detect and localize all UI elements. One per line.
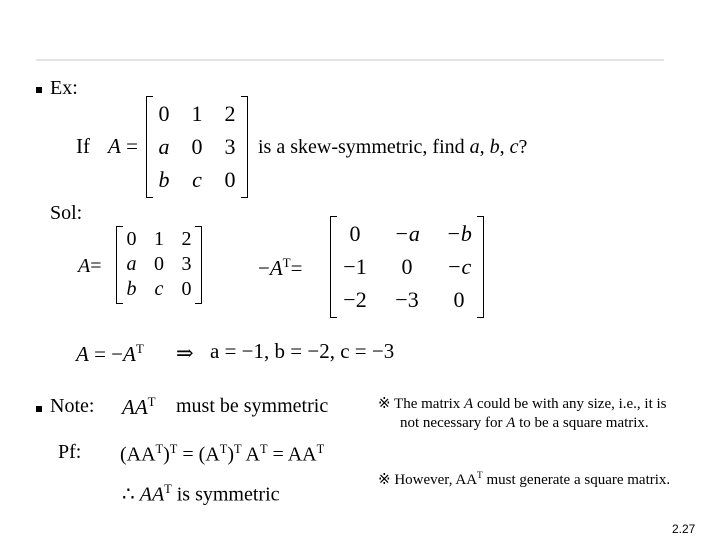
transpose-superscript: T bbox=[147, 394, 156, 409]
therefore-icon: ∴ bbox=[122, 483, 135, 506]
transpose-superscript: T bbox=[316, 442, 325, 456]
matrix-cell: −b bbox=[446, 220, 472, 246]
proof-part: ) bbox=[227, 443, 235, 466]
bullet-icon bbox=[36, 87, 42, 93]
proof-conclusion bbox=[122, 483, 280, 505]
matrix-cell: −a bbox=[394, 220, 420, 246]
sol-matrix-A bbox=[116, 226, 202, 304]
A-symbol: A bbox=[464, 396, 474, 412]
matrix-cell: −3 bbox=[395, 286, 419, 312]
transpose-superscript: T bbox=[135, 341, 144, 356]
sol-result: a = −1, b = −2, c = −3 bbox=[210, 339, 395, 363]
remark-text: However, AA bbox=[390, 472, 478, 488]
A-symbol: A bbox=[76, 342, 89, 366]
proof-part: (AA bbox=[120, 443, 156, 466]
proof-part: = AA bbox=[267, 443, 317, 466]
A-symbol: A bbox=[506, 415, 516, 432]
proof-part: A bbox=[241, 443, 260, 466]
sol-label: Sol: bbox=[50, 202, 83, 224]
note-expr bbox=[122, 395, 156, 418]
implies-icon: ⇒ bbox=[176, 341, 194, 365]
var-c: c bbox=[509, 136, 519, 158]
sol-A-symbol: A bbox=[78, 255, 91, 277]
AT-base: A bbox=[269, 256, 283, 280]
matrix-cell: a bbox=[126, 253, 137, 275]
sol-conclusion bbox=[76, 342, 144, 365]
var-a: a bbox=[469, 136, 480, 158]
matrix-cell: 2 bbox=[224, 100, 236, 126]
sol-matrix-negAT bbox=[330, 216, 484, 318]
matrix-cell: b bbox=[158, 166, 170, 192]
matrix-cell: −1 bbox=[343, 253, 367, 279]
remark-text: to be a square matrix. bbox=[515, 415, 649, 432]
sol-equals: = bbox=[90, 255, 102, 277]
matrix-cell: 1 bbox=[154, 228, 164, 250]
matrix-cell: 0 bbox=[126, 228, 137, 250]
matrix-cell: 3 bbox=[181, 253, 192, 275]
ex-label: Ex: bbox=[50, 77, 78, 99]
transpose-superscript: T bbox=[477, 471, 483, 481]
comma: , bbox=[479, 136, 490, 158]
question-text: is a skew-symmetric, find bbox=[258, 136, 470, 158]
ex-A-symbol: A bbox=[108, 134, 121, 158]
var-b: b bbox=[489, 136, 500, 158]
minus-sign: − bbox=[258, 256, 270, 280]
AA-symbol: AA bbox=[139, 483, 165, 506]
matrix-cell: −2 bbox=[343, 286, 367, 312]
sol-equals: = bbox=[290, 256, 303, 280]
sol-negAT-lhs bbox=[258, 256, 302, 279]
transpose-superscript: T bbox=[234, 442, 242, 456]
matrix-cell: c bbox=[154, 278, 164, 300]
remark-text: could be with any size, i.e., it is not necessary for bbox=[400, 396, 667, 432]
note-label: Note: bbox=[50, 395, 95, 417]
remark-text: The matrix bbox=[390, 396, 465, 412]
remark-1 bbox=[378, 395, 676, 433]
comma: , bbox=[499, 136, 510, 158]
reference-mark-icon: ※ bbox=[378, 396, 391, 412]
matrix-cell: 0 bbox=[349, 220, 361, 246]
remark-2 bbox=[378, 471, 676, 490]
matrix-cell: 1 bbox=[191, 100, 203, 126]
matrix-cell: 3 bbox=[224, 133, 236, 159]
proof-part: ) bbox=[163, 443, 170, 466]
transpose-superscript: T bbox=[219, 442, 228, 456]
matrix-cell: 0 bbox=[453, 286, 465, 312]
note-statement: must be symmetric bbox=[176, 395, 329, 417]
ex-matrix-name bbox=[108, 136, 138, 157]
remark-text: must generate a square matrix. bbox=[482, 472, 671, 488]
transpose-superscript: T bbox=[155, 442, 164, 456]
reference-mark-icon: ※ bbox=[378, 472, 391, 488]
sol-lhs bbox=[78, 256, 102, 276]
AA-symbol: AA bbox=[122, 395, 148, 419]
matrix-cell: 0 bbox=[191, 133, 203, 159]
matrix-cell: 0 bbox=[401, 253, 413, 279]
matrix-cell: 2 bbox=[181, 228, 192, 250]
proof-equation bbox=[120, 443, 324, 465]
pf-label: Pf: bbox=[58, 441, 82, 463]
matrix-cell: 0 bbox=[154, 253, 164, 275]
A-symbol: A bbox=[123, 342, 136, 366]
matrix-cell: a bbox=[158, 133, 170, 159]
matrix-cell: 0 bbox=[181, 278, 192, 300]
question-mark: ? bbox=[518, 136, 528, 158]
transpose-superscript: T bbox=[169, 442, 178, 456]
matrix-cell: c bbox=[192, 166, 202, 192]
ex-question bbox=[258, 137, 527, 157]
ex-matrix-A bbox=[146, 96, 248, 198]
matrix-cell: 0 bbox=[224, 166, 236, 192]
proof-part: = (A bbox=[177, 443, 220, 466]
bullet-icon bbox=[36, 406, 42, 412]
matrix-cell: −c bbox=[446, 253, 472, 279]
matrix-cell: 0 bbox=[158, 100, 170, 126]
top-divider bbox=[36, 59, 664, 61]
page-number: 2.27 bbox=[672, 522, 696, 536]
transpose-superscript: T bbox=[164, 482, 172, 496]
conclusion-text: is symmetric bbox=[171, 483, 280, 506]
equals-minus: = − bbox=[88, 342, 124, 366]
ex-if-word: If bbox=[76, 134, 90, 158]
ex-equals: = bbox=[126, 134, 138, 158]
matrix-cell: b bbox=[126, 278, 137, 300]
transpose-superscript: T bbox=[259, 442, 268, 456]
transpose-superscript: T bbox=[282, 255, 291, 270]
